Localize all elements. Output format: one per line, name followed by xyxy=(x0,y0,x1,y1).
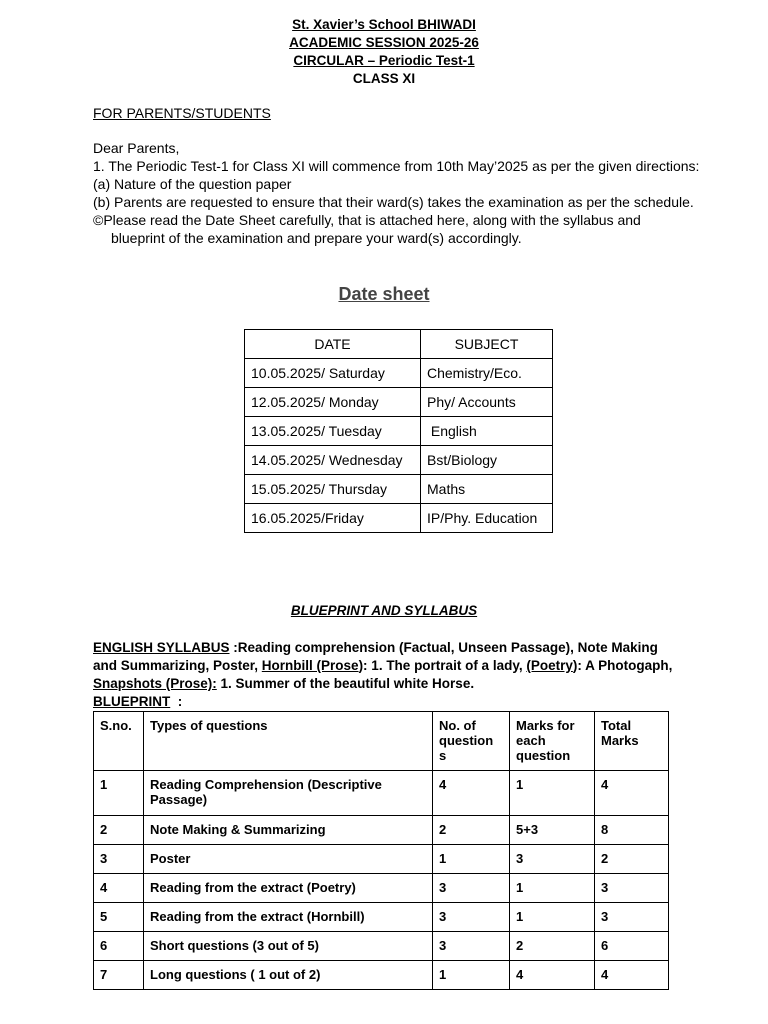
date-sheet-title: Date sheet xyxy=(338,284,430,304)
num-questions-cell: 1 xyxy=(433,961,510,990)
exam-subject: Maths xyxy=(421,475,553,504)
sno-cell: 5 xyxy=(94,903,144,932)
question-type-cell: Poster xyxy=(144,845,433,874)
total-marks-cell: 6 xyxy=(595,932,669,961)
marks-each-cell: 1 xyxy=(510,771,595,816)
sno-cell: 2 xyxy=(94,816,144,845)
subject-header: SUBJECT xyxy=(421,330,553,359)
total-marks-cell: 4 xyxy=(595,771,669,816)
total-marks-header: Total Marks xyxy=(595,712,669,771)
exam-subject: Phy/ Accounts xyxy=(421,388,553,417)
date-sheet-table xyxy=(244,329,553,533)
circular-title: CIRCULAR – Periodic Test-1 xyxy=(293,53,475,68)
table-row xyxy=(94,961,669,990)
exam-subject: English xyxy=(421,417,553,446)
blueprint-colon: : xyxy=(170,694,183,709)
syllabus-text-3: ): A Photogaph, xyxy=(572,658,680,673)
marks-each-header: Marks for each question xyxy=(510,712,595,771)
academic-session: ACADEMIC SESSION 2025-26 xyxy=(289,35,479,50)
letter-line-a: (a) Nature of the question paper xyxy=(93,176,292,192)
letter-line-b: (b) Parents are requested to ensure that their ward(s) takes the examination as per the schedule. xyxy=(93,194,694,210)
question-type-header: Types of questions xyxy=(144,712,433,771)
table-row xyxy=(94,874,669,903)
num-questions-cell: 2 xyxy=(433,816,510,845)
question-type-cell: Long questions ( 1 out of 2) xyxy=(144,961,433,990)
num-questions-cell: 3 xyxy=(433,932,510,961)
question-type-cell: Note Making & Summarizing xyxy=(144,816,433,845)
date-sheet-header-row xyxy=(245,330,553,359)
table-row xyxy=(94,816,669,845)
table-row xyxy=(245,504,553,533)
total-marks-cell: 2 xyxy=(595,845,669,874)
num-questions-cell: 3 xyxy=(433,903,510,932)
sno-cell: 3 xyxy=(94,845,144,874)
blueprint-header-row xyxy=(94,712,669,771)
exam-date: 13.05.2025/ Tuesday xyxy=(245,417,421,446)
english-syllabus-text xyxy=(93,639,683,693)
total-marks-cell: 8 xyxy=(595,816,669,845)
english-syllabus-label: ENGLISH SYLLABUS xyxy=(93,640,230,655)
hornbill-prose-label: Hornbill (Prose xyxy=(261,658,359,673)
blueprint-label: BLUEPRINT xyxy=(93,694,171,709)
table-row xyxy=(94,903,669,932)
exam-date: 16.05.2025/Friday xyxy=(245,504,421,533)
school-name: St. Xavier’s School BHIWADI xyxy=(292,17,476,32)
exam-subject: Chemistry/Eco. xyxy=(421,359,553,388)
class-label: CLASS XI xyxy=(352,71,416,86)
table-row xyxy=(245,417,553,446)
table-row xyxy=(94,845,669,874)
english-syllabus xyxy=(93,639,683,711)
sno-cell: 1 xyxy=(94,771,144,816)
letter-line-1: 1. The Periodic Test-1 for Class XI will commence from 10th May’2025 as per the given directions: xyxy=(93,158,700,174)
sno-cell: 6 xyxy=(94,932,144,961)
marks-each-cell: 3 xyxy=(510,845,595,874)
num-questions-cell: 1 xyxy=(433,845,510,874)
table-row xyxy=(245,446,553,475)
table-row xyxy=(94,932,669,961)
letter-line-c2: blueprint of the examination and prepare your ward(s) accordingly. xyxy=(111,230,522,246)
sno-header: S.no. xyxy=(94,712,144,771)
total-marks-cell: 3 xyxy=(595,903,669,932)
syllabus-text-1: :Reading comprehension (Factual, Unseen Passage), Note Making and Summarizing, Poster, xyxy=(93,640,658,673)
letter-line-c1: ©Please read the Date Sheet carefully, that is attached here, along with the syllabus and xyxy=(93,212,641,228)
marks-each-cell: 4 xyxy=(510,961,595,990)
exam-subject: IP/Phy. Education xyxy=(421,504,553,533)
exam-date: 12.05.2025/ Monday xyxy=(245,388,421,417)
marks-each-cell: 2 xyxy=(510,932,595,961)
snapshots-label: Snapshots (Prose): xyxy=(93,676,217,691)
exam-subject: Bst/Biology xyxy=(421,446,553,475)
num-questions-cell: 3 xyxy=(433,874,510,903)
blueprint-heading xyxy=(93,693,683,711)
blueprint-table xyxy=(93,711,669,990)
num-questions-cell: 4 xyxy=(433,771,510,816)
greeting: Dear Parents, xyxy=(93,140,180,156)
table-row xyxy=(245,475,553,504)
table-row xyxy=(245,359,553,388)
exam-date: 10.05.2025/ Saturday xyxy=(245,359,421,388)
exam-date: 14.05.2025/ Wednesday xyxy=(245,446,421,475)
marks-each-cell: 1 xyxy=(510,874,595,903)
syllabus-text-4: 1. Summer of the beautiful white Horse. xyxy=(216,676,475,691)
date-header: DATE xyxy=(245,330,421,359)
question-type-cell: Reading Comprehension (Descriptive Passage) xyxy=(144,771,433,816)
syllabus-text-2: ): 1. The portrait of a lady, xyxy=(358,658,527,673)
num-questions-header: No. of question s xyxy=(433,712,510,771)
marks-each-cell: 5+3 xyxy=(510,816,595,845)
table-row xyxy=(94,771,669,816)
marks-each-cell: 1 xyxy=(510,903,595,932)
poetry-label: (Poetry xyxy=(526,658,573,673)
sno-cell: 7 xyxy=(94,961,144,990)
document-header xyxy=(0,16,768,88)
blueprint-syllabus-title: BLUEPRINT AND SYLLABUS xyxy=(290,603,478,618)
table-row xyxy=(245,388,553,417)
question-type-cell: Reading from the extract (Poetry) xyxy=(144,874,433,903)
audience-label: FOR PARENTS/STUDENTS xyxy=(93,105,271,121)
question-type-cell: Reading from the extract (Hornbill) xyxy=(144,903,433,932)
letter-body xyxy=(93,139,733,247)
total-marks-cell: 4 xyxy=(595,961,669,990)
total-marks-cell: 3 xyxy=(595,874,669,903)
question-type-cell: Short questions (3 out of 5) xyxy=(144,932,433,961)
exam-date: 15.05.2025/ Thursday xyxy=(245,475,421,504)
sno-cell: 4 xyxy=(94,874,144,903)
